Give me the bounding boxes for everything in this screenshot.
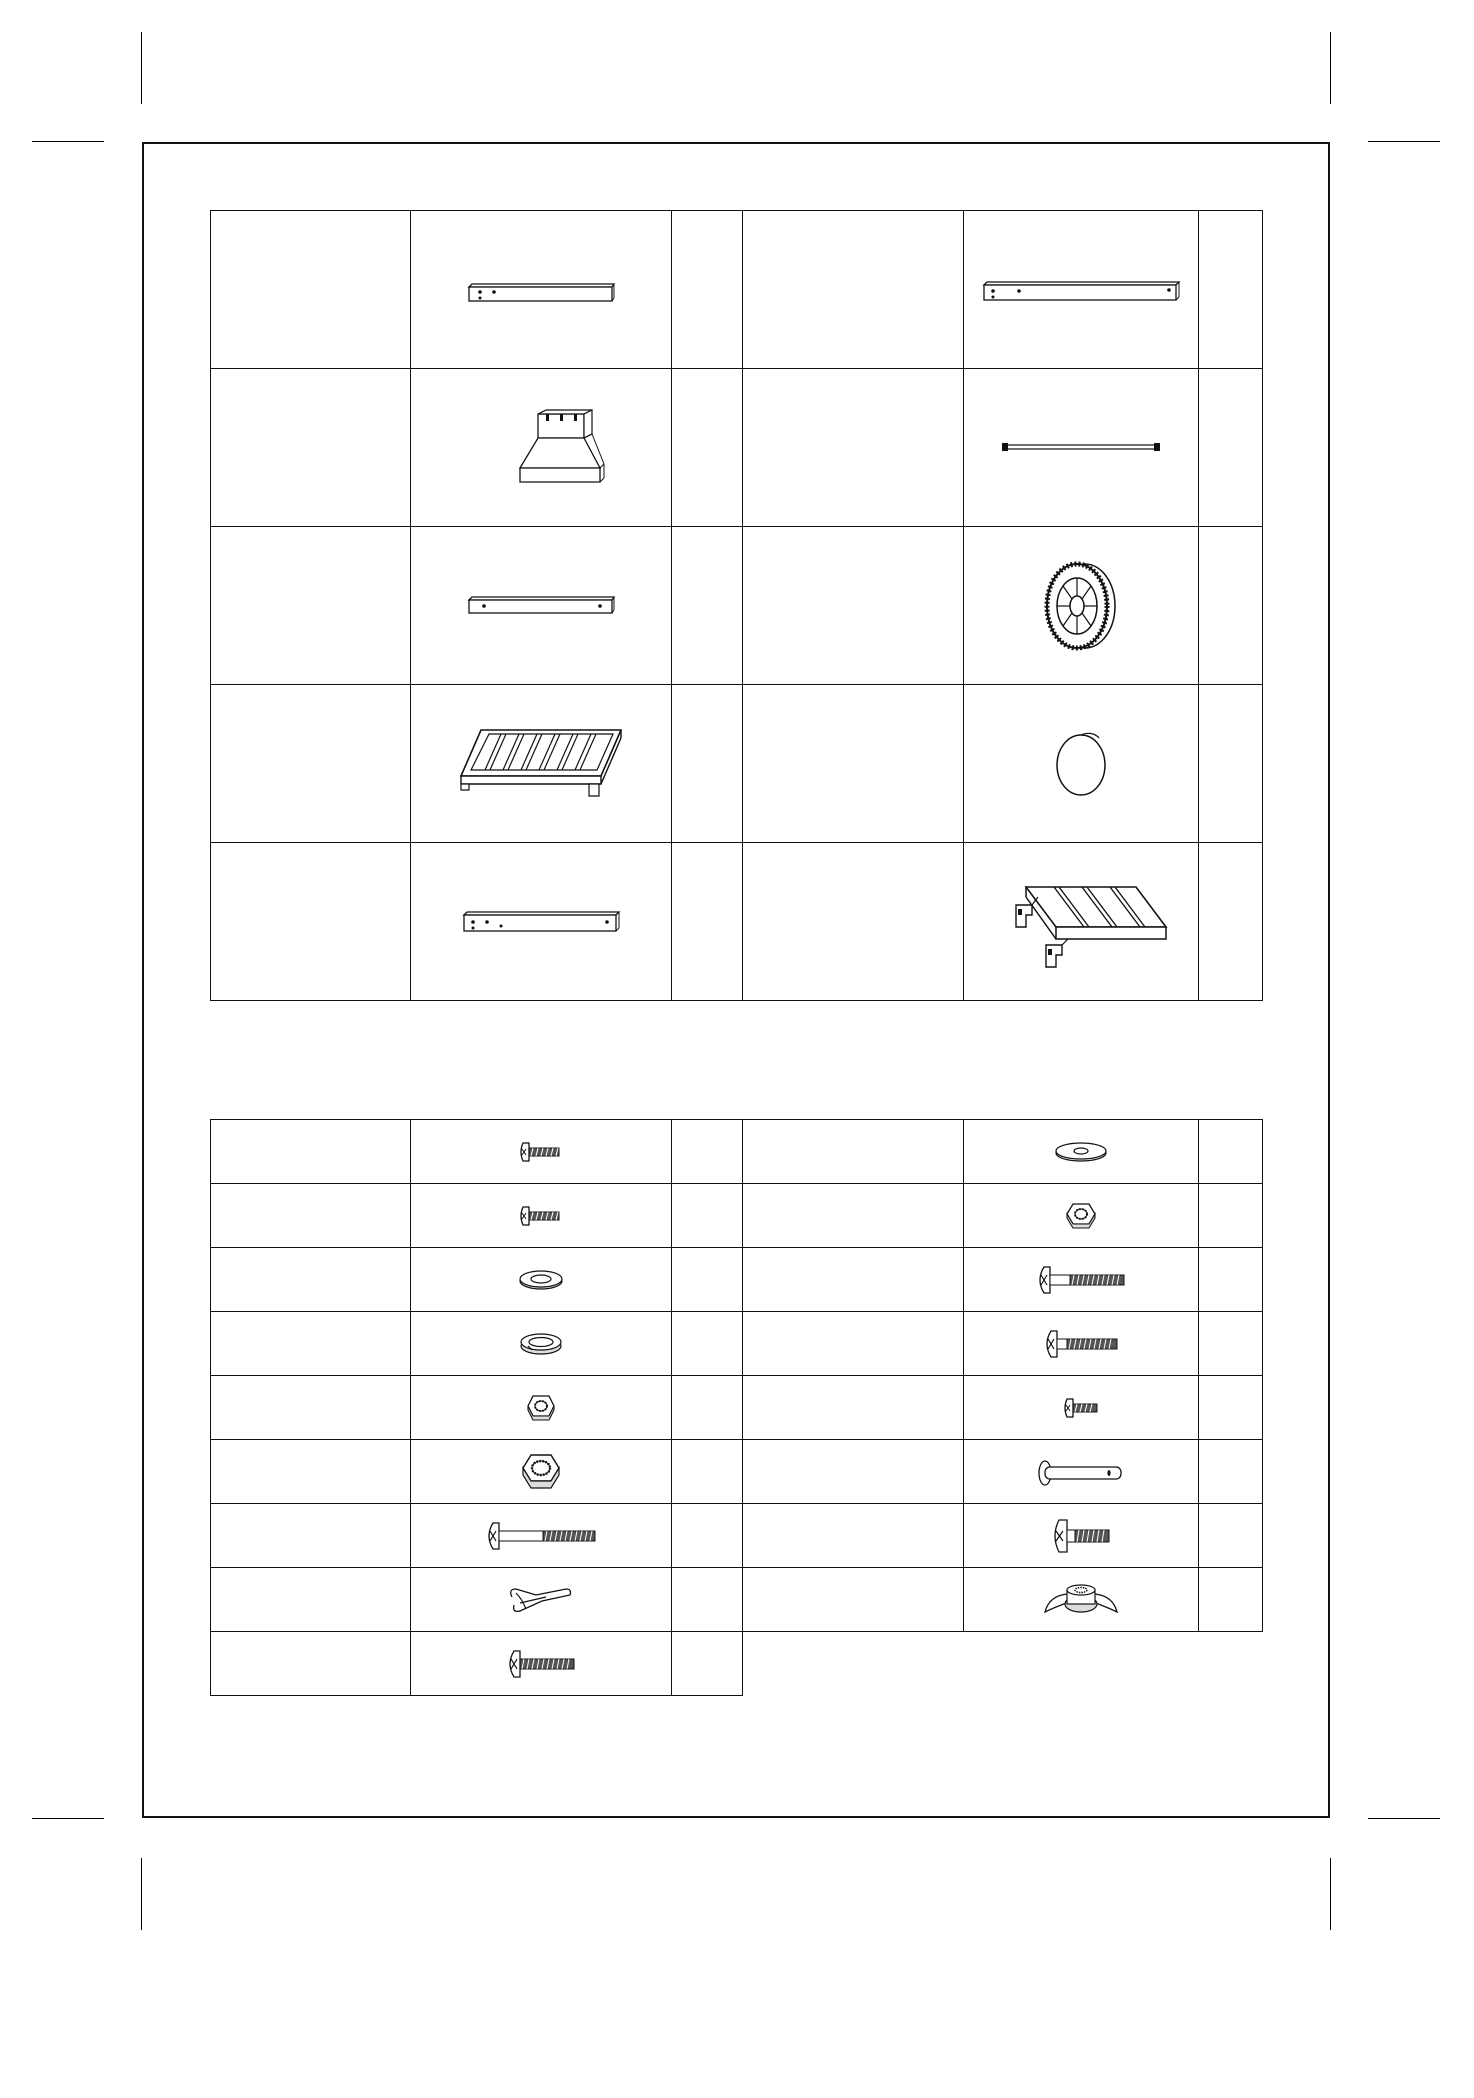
part-label <box>743 369 964 527</box>
table-row <box>211 211 1263 369</box>
table-row <box>211 685 1263 843</box>
hardware-image-cell <box>964 1312 1199 1376</box>
hair-pin-clip-icon <box>506 1583 576 1617</box>
hardware-qty <box>672 1440 743 1504</box>
hubcap-disc-icon <box>1051 729 1111 799</box>
hardware-qty <box>1199 1504 1263 1568</box>
part-qty <box>672 685 743 843</box>
hex-nut-icon <box>526 1394 556 1422</box>
hardware-label <box>211 1568 411 1632</box>
part-label <box>211 685 411 843</box>
crop-mark <box>1368 141 1440 142</box>
table-row <box>211 1184 1263 1248</box>
hardware-label <box>743 1248 964 1312</box>
hardware-image-cell <box>411 1248 672 1312</box>
part-image-cell <box>964 211 1199 369</box>
table-row <box>211 1568 1263 1632</box>
hardware-qty <box>1199 1248 1263 1312</box>
part-image-cell <box>411 843 672 1001</box>
crop-mark <box>1368 1818 1440 1819</box>
table-row <box>211 1632 1263 1696</box>
hardware-qty <box>1199 1184 1263 1248</box>
wheel-icon <box>1041 556 1121 656</box>
part-label <box>743 685 964 843</box>
hardware-qty <box>672 1504 743 1568</box>
part-image-cell <box>964 685 1199 843</box>
crop-mark <box>141 32 142 104</box>
part-label <box>743 211 964 369</box>
hardware-image-cell <box>964 1120 1199 1184</box>
hardware-image-cell <box>964 1504 1199 1568</box>
part-image-cell <box>964 369 1199 527</box>
part-qty <box>672 211 743 369</box>
long-partial-thread-bolt-icon <box>485 1520 597 1552</box>
hardware-label <box>743 1440 964 1504</box>
wheel-axle-rod-icon <box>1001 438 1161 458</box>
table-row <box>211 843 1263 1001</box>
hardware-qty <box>672 1184 743 1248</box>
clevis-pin-icon <box>1037 1457 1125 1487</box>
part-image-cell <box>411 369 672 527</box>
hardware-image-cell <box>964 1248 1199 1312</box>
large-hex-nut-icon <box>521 1453 561 1491</box>
hardware-qty <box>672 1632 743 1696</box>
crop-mark <box>32 141 104 142</box>
hardware-qty <box>1199 1568 1263 1632</box>
hardware-label <box>211 1632 411 1696</box>
part-qty <box>1199 527 1263 685</box>
part-label <box>211 843 411 1001</box>
crop-mark <box>141 1858 142 1930</box>
hardware-label <box>211 1248 411 1312</box>
hardware-label <box>211 1120 411 1184</box>
short-screw-icon <box>519 1140 563 1164</box>
part-image-cell <box>964 843 1199 1001</box>
hardware-table <box>210 1119 1263 1696</box>
bottom-shelf-rack-icon <box>451 724 631 804</box>
part-qty <box>1199 369 1263 527</box>
hardware-image-cell <box>411 1632 672 1696</box>
side-shelf-icon <box>986 867 1176 977</box>
cross-bar-tube-icon <box>466 591 616 621</box>
spring-washer-icon <box>518 1331 564 1357</box>
part-image-cell <box>411 527 672 685</box>
short-leg-tube-icon <box>466 270 616 310</box>
hardware-label <box>211 1504 411 1568</box>
part-qty <box>672 369 743 527</box>
empty-cell <box>743 1632 964 1696</box>
hardware-qty <box>1199 1312 1263 1376</box>
part-qty <box>1199 211 1263 369</box>
drilled-tube-icon <box>461 904 621 940</box>
table-row <box>211 1504 1263 1568</box>
hardware-image-cell <box>411 1440 672 1504</box>
large-flat-washer-icon <box>1054 1141 1108 1163</box>
shoulder-screw-icon <box>1051 1518 1111 1554</box>
hardware-qty <box>672 1568 743 1632</box>
part-qty <box>1199 843 1263 1001</box>
hardware-image-cell <box>964 1376 1199 1440</box>
crop-mark <box>32 1818 104 1819</box>
hardware-label <box>743 1376 964 1440</box>
small-hex-nut-icon <box>1065 1202 1097 1230</box>
parts-table <box>210 210 1263 1001</box>
hardware-image-cell <box>964 1184 1199 1248</box>
hardware-label <box>211 1312 411 1376</box>
hardware-qty <box>672 1120 743 1184</box>
short-screw-icon <box>519 1204 563 1228</box>
part-image-cell <box>411 685 672 843</box>
part-label <box>211 527 411 685</box>
hardware-label <box>211 1376 411 1440</box>
hardware-qty <box>672 1312 743 1376</box>
empty-cell <box>964 1632 1199 1696</box>
hardware-label <box>743 1312 964 1376</box>
part-qty <box>672 843 743 1001</box>
hardware-qty <box>672 1376 743 1440</box>
hardware-image-cell <box>411 1312 672 1376</box>
table-row <box>211 1248 1263 1312</box>
table-row <box>211 527 1263 685</box>
wing-nut-icon <box>1043 1582 1119 1618</box>
hardware-image-cell <box>964 1440 1199 1504</box>
part-qty <box>1199 685 1263 843</box>
hardware-qty <box>672 1248 743 1312</box>
hardware-image-cell <box>411 1568 672 1632</box>
part-image-cell <box>964 527 1199 685</box>
hardware-qty <box>1199 1376 1263 1440</box>
hardware-label <box>211 1440 411 1504</box>
part-label <box>743 527 964 685</box>
crop-mark <box>1330 32 1331 104</box>
hardware-label <box>743 1120 964 1184</box>
hardware-label <box>211 1184 411 1248</box>
table-row <box>211 1120 1263 1184</box>
table-row <box>211 1312 1263 1376</box>
flat-washer-icon <box>518 1269 564 1291</box>
hardware-image-cell <box>964 1568 1199 1632</box>
hardware-label <box>743 1568 964 1632</box>
long-bolt-icon <box>1036 1264 1126 1296</box>
table-row <box>211 1440 1263 1504</box>
leg-foot-cap-icon <box>516 408 606 488</box>
hardware-label <box>743 1184 964 1248</box>
short-screw-icon <box>1063 1397 1099 1419</box>
hardware-label <box>743 1504 964 1568</box>
hardware-image-cell <box>411 1120 672 1184</box>
medium-bolt-icon <box>1043 1328 1119 1360</box>
part-image-cell <box>411 211 672 369</box>
hardware-qty <box>1199 1440 1263 1504</box>
hardware-qty <box>1199 1120 1263 1184</box>
long-leg-tube-icon <box>981 270 1181 310</box>
part-label <box>211 211 411 369</box>
hardware-image-cell <box>411 1184 672 1248</box>
table-row <box>211 1376 1263 1440</box>
table-row <box>211 369 1263 527</box>
crop-mark <box>1330 1858 1331 1930</box>
part-label <box>211 369 411 527</box>
empty-cell <box>1199 1632 1263 1696</box>
full-thread-bolt-icon <box>506 1649 576 1679</box>
hardware-image-cell <box>411 1376 672 1440</box>
part-label <box>743 843 964 1001</box>
hardware-image-cell <box>411 1504 672 1568</box>
part-qty <box>672 527 743 685</box>
